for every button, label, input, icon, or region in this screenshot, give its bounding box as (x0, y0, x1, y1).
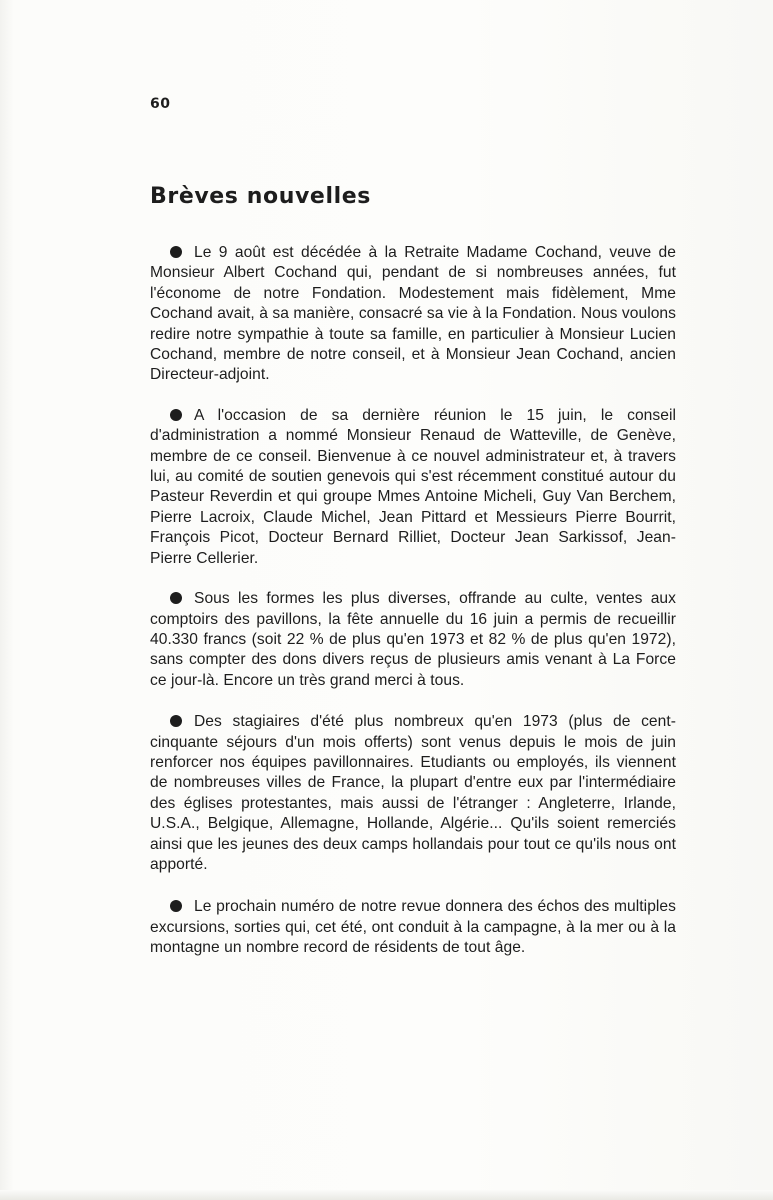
news-item-text: Le prochain numéro de notre revue donnera des échos des multiples excursions, sorties qui, cet été, ont conduit à la campagne, à la mer ou à la montagne un nombre record de résidents de tout âge. (150, 898, 676, 957)
news-item (150, 712, 676, 875)
bullet-icon (170, 409, 182, 421)
bullet-icon (170, 900, 182, 912)
news-item-text: Le 9 août est décédée à la Retraite Madame Cochand, veuve de Monsieur Albert Cochand qui, pendant de si nombreuses années, fut l'économe de notre Fondation. Modestement mais fidèlement, Mme Cochand avait, à sa manière, consacré sa vie à la Fondation. Nous voulons redire notre sympathie à toute sa famille, en particulier à Monsieur Lucien Cochand, membre de notre conseil, et à Monsieur Jean Cochand, ancien Directeur-adjoint. (150, 244, 676, 384)
page-edge (0, 1190, 773, 1200)
bullet-icon (170, 592, 182, 604)
bullet-icon (170, 246, 182, 258)
news-item (150, 243, 676, 386)
news-item (150, 897, 676, 958)
news-item-text: Sous les formes les plus diverses, offrande au culte, ventes aux comptoirs des pavillons, la fête annuelle du 16 juin a permis de recueillir 40.330 francs (soit 22 % de plus qu'en 1973 et 82 % de plus qu'en 1972), sans compter des dons divers reçus de plusieurs amis venant à La Force ce jour-là. Encore un très grand merci à tous. (150, 590, 676, 689)
news-item (150, 406, 676, 569)
news-item (150, 589, 676, 691)
page-number: 60 (150, 96, 171, 112)
news-item-text: Des stagiaires d'été plus nombreux qu'en 1973 (plus de cent-cinquante séjours d'un mois offerts) sont venus depuis le mois de juin renforcer nos équipes pavillonnaires. Etudiants ou employés, ils viennent de nombreuses villes de France, la plupart d'entre eux par l'intermédiaire des églises protestantes, mais aussi de l'étranger : Angleterre, Irlande, U.S.A., Belgique, Allemagne, Hollande, Algérie... Qu'ils soient remerciés ainsi que les jeunes des deux camps hollandais pour tout ce qu'ils nous ont apporté. (150, 713, 676, 873)
bullet-icon (170, 715, 182, 727)
news-list (150, 243, 676, 979)
news-item-text: A l'occasion de sa dernière réunion le 15 juin, le conseil d'administration a nommé Monsieur Renaud de Watteville, de Genève, membre de ce conseil. Bienvenue à ce nouvel administrateur et, à travers lui, au comité de soutien genevois qui s'est récemment constitué autour du Pasteur Reverdin et qui groupe Mmes Antoine Micheli, Guy Van Berchem, Pierre Lacroix, Claude Michel, Jean Pittard et Messieurs Pierre Bourrit, François Picot, Docteur Bernard Rilliet, Docteur Jean Sarkissof, Jean-Pierre Cellerier. (150, 406, 676, 567)
section-title: Brèves nouvelles (150, 184, 371, 209)
